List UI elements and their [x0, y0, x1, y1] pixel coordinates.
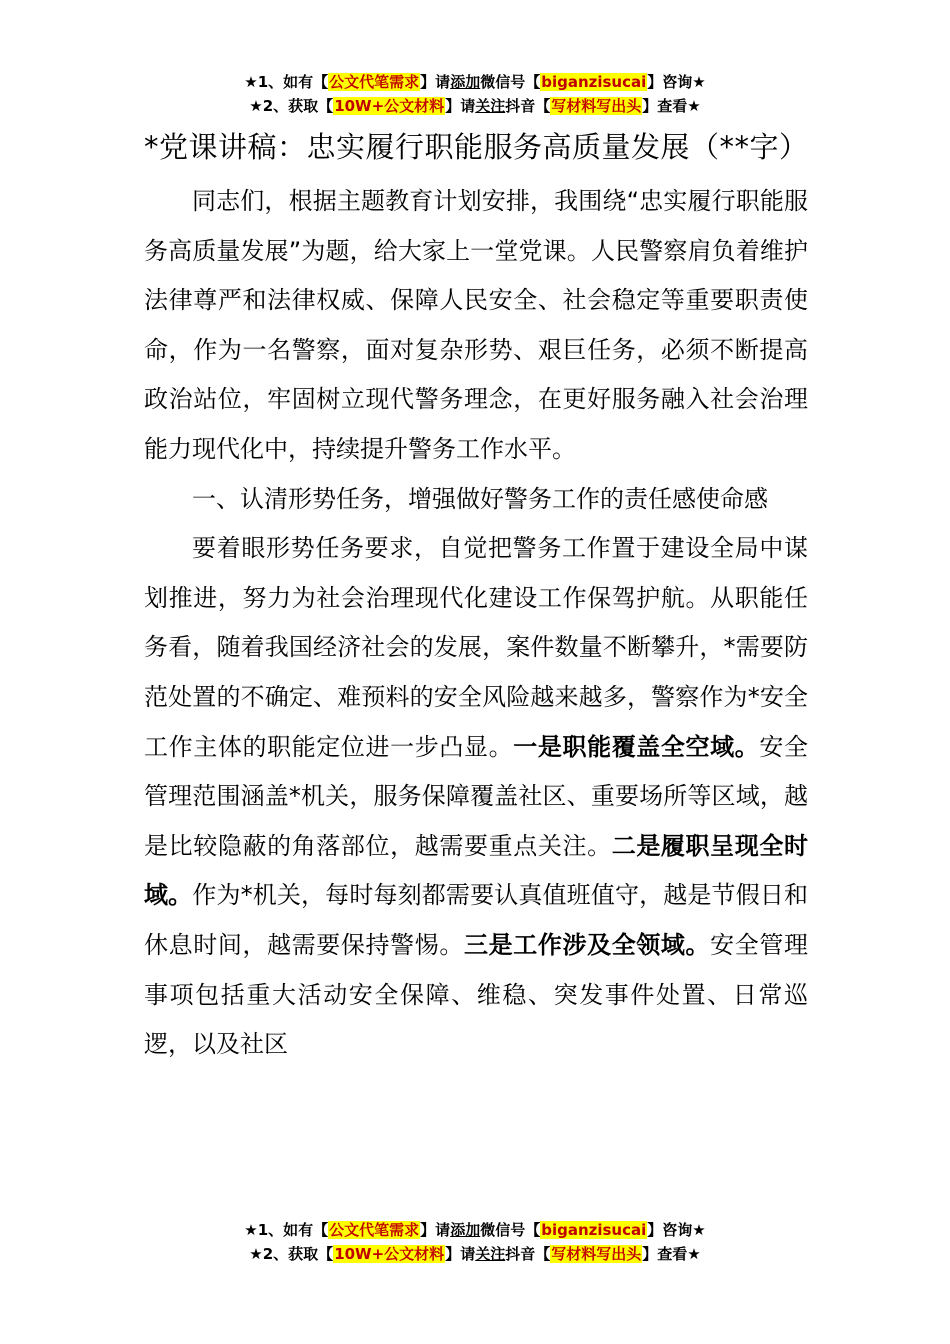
highlighted-keyword: 10W+公文材料	[334, 97, 445, 115]
banner-text: 】请	[445, 1245, 476, 1263]
wechat-id: biganzisucai	[541, 73, 647, 91]
banner-text: 】咨询★	[647, 73, 706, 91]
banner-text: 抖音【	[505, 1245, 551, 1263]
intro-paragraph: 同志们，根据主题教育计划安排，我围绕“忠实履行职能服务高质量发展”为题，给大家上一堂党课。人民警察肩负着维护法律尊严和法律权威、保障人民安全、社会稳定等重要职责使命，作为一名警察，面对复杂形势、艰巨任务，必须不断提高政治站位，牢固树立现代警务理念，在更好服务融入社会治理能力现代化中，持续提升警务工作水平。	[144, 187, 808, 463]
document-title: *党课讲稿：忠实履行职能服务高质量发展（**字）	[144, 130, 809, 164]
banner-text: 】请	[420, 73, 451, 91]
banner-text: ★1、如有【	[244, 73, 329, 91]
banner-line-2	[0, 1242, 950, 1266]
body-paragraph	[144, 524, 808, 1070]
banner-line-2	[0, 94, 950, 118]
banner-text: ★2、获取【	[249, 97, 334, 115]
banner-text: ★2、获取【	[249, 1245, 334, 1263]
douyin-account: 写材料写出头	[551, 97, 642, 115]
banner-line-1	[0, 70, 950, 94]
douyin-account: 写材料写出头	[551, 1245, 642, 1263]
highlighted-keyword: 10W+公文材料	[334, 1245, 445, 1263]
footer-banner	[0, 1218, 950, 1266]
banner-text: 】请	[445, 97, 476, 115]
banner-text: 微信号【	[480, 1221, 541, 1239]
paragraph-text: 要着眼形势任务要求，自觉把警务工作置于建设全局中谋划推进，努力为社会治理现代化建设工作保驾护航。从职能任务看，随着我国经济社会的发展，案件数量不断攀升，*需要防范处置的不确定、难预料的安全风险越来越多，警察作为*安全工作主体的职能定位进一步凸显。	[144, 534, 808, 761]
underlined-text: 添加	[450, 1221, 481, 1239]
banner-text: ★1、如有【	[244, 1221, 329, 1239]
paragraph-text: 作为*机关，每时每刻都需要认真值班值守，越是节假日和休息时间，越需要保持警惕。	[144, 881, 808, 959]
bold-point-2: 二是履职呈现全时域。	[144, 831, 809, 910]
section-heading: 一、认清形势任务，增强做好警务工作的责任感使命感	[192, 484, 768, 513]
banner-text: 】咨询★	[647, 1221, 706, 1239]
banner-text: 】查看★	[642, 1245, 701, 1263]
underlined-text: 关注	[475, 97, 506, 115]
banner-text: 】查看★	[642, 97, 701, 115]
header-banner	[0, 70, 950, 118]
bold-point-3: 三是工作涉及全领域。	[464, 930, 711, 959]
highlighted-keyword: 公文代笔需求	[329, 1221, 420, 1239]
banner-text: 】请	[420, 1221, 451, 1239]
paragraph-text: 安全管理事项包括重大活动安全保障、维稳、突发事件处置、日常巡逻，以及社区	[144, 930, 809, 1059]
document-body	[144, 123, 808, 1070]
bold-point-1: 一是职能覆盖全空域。	[513, 732, 760, 761]
highlighted-keyword: 公文代笔需求	[329, 73, 420, 91]
banner-line-1	[0, 1218, 950, 1242]
wechat-id: biganzisucai	[541, 1221, 647, 1239]
underlined-text: 关注	[475, 1245, 506, 1263]
banner-text: 抖音【	[505, 97, 551, 115]
banner-text: 微信号【	[480, 73, 541, 91]
underlined-text: 添加	[450, 73, 481, 91]
paragraph-text: 安全管理范围涵盖*机关，服务保障覆盖社区、重要场所等区域，越是比较隐蔽的角落部位，越需要重点关注。	[144, 732, 809, 860]
